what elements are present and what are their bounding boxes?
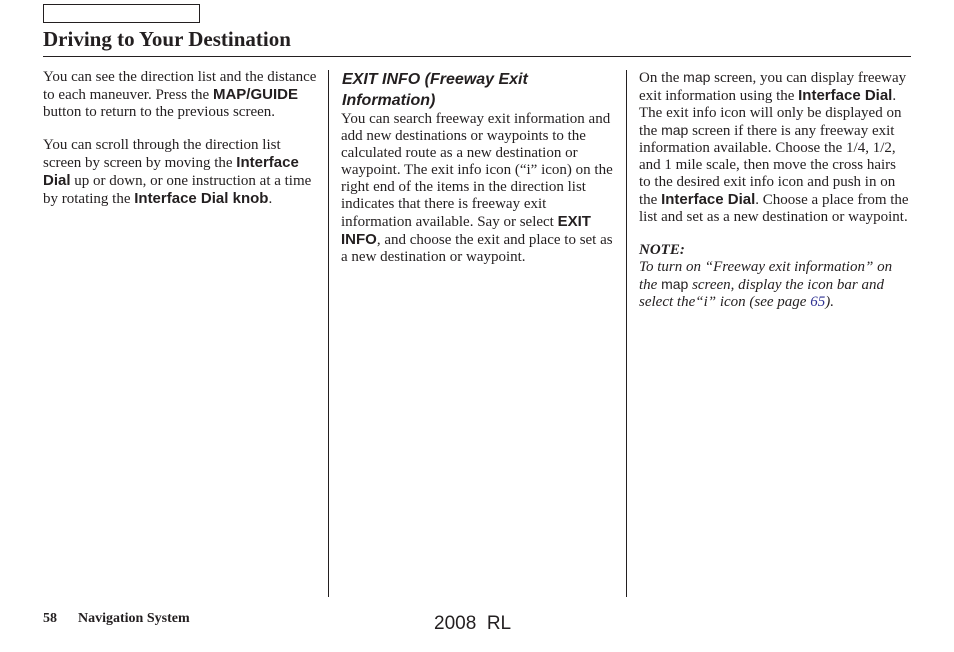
map-guide-button-ref: MAP/GUIDE: [212, 86, 298, 103]
map-screen-ref: map: [661, 276, 689, 292]
column-middle: [341, 69, 617, 266]
note-label: NOTE:: [639, 242, 685, 258]
column-right: [639, 69, 911, 311]
column-divider-right: [626, 70, 627, 597]
map-screen-ref: map: [661, 122, 689, 138]
map-screen-ref: map: [683, 69, 711, 85]
section-heading-exit-info: EXIT INFO (Freeway Exit Information): [342, 71, 528, 109]
interface-dial-ref: Interface Dial: [661, 191, 756, 208]
footer-section-label: Navigation System: [78, 611, 190, 626]
paragraph-map-exit-info: On the map screen, you can display freeway exit information using the Interface Dial. The exit info icon will only be displayed on the map screen if there is any freeway exit information available. Choose the 1/4, 1/2, and 1 mile scale, then move the cross hairs to the desired exit info icon and push in on the Interface Dial. Choose a place from the list and set as a new destination or waypoint.: [639, 69, 909, 225]
title-rule: [43, 56, 911, 57]
model-year-label: 2008 RL: [434, 613, 512, 634]
interface-dial-ref: Interface Dial: [798, 87, 893, 104]
page-65-link[interactable]: 65: [810, 294, 826, 310]
paragraph-scroll-list: You can scroll through the direction list screen by screen by moving the Interface Dial up or down, or one instruction at a time by rotating the Interface Dial knob.: [43, 137, 312, 207]
interface-dial-knob-ref: Interface Dial knob: [134, 190, 269, 207]
paragraph-direction-list: You can see the direction list and the distance to each maneuver. Press the MAP/GUIDE button to return to the previous screen.: [43, 69, 317, 120]
column-left: [43, 69, 318, 208]
paragraph-exit-info: You can search freeway exit information and add new destinations or waypoints to the calculated route as a new destination or waypoint. The exit info icon (“i” icon) on the right end of the items in the direction list indicates that there is freeway exit information available. Say or select EXIT INFO, and choose the exit and place to set as a new destination or waypoint.: [341, 111, 613, 265]
column-divider-left: [328, 70, 329, 597]
header-tab-box: [43, 4, 200, 23]
page-title: Driving to Your Destination: [43, 27, 291, 51]
note-block: NOTE: To turn on “Freeway exit information” on the map screen, display the icon bar and select the“i” icon (see page 65).: [639, 242, 893, 310]
page-number: 58: [43, 611, 57, 626]
interface-dial-ref: Interface Dial: [43, 154, 299, 189]
exit-info-button-ref: EXIT INFO: [341, 213, 591, 248]
